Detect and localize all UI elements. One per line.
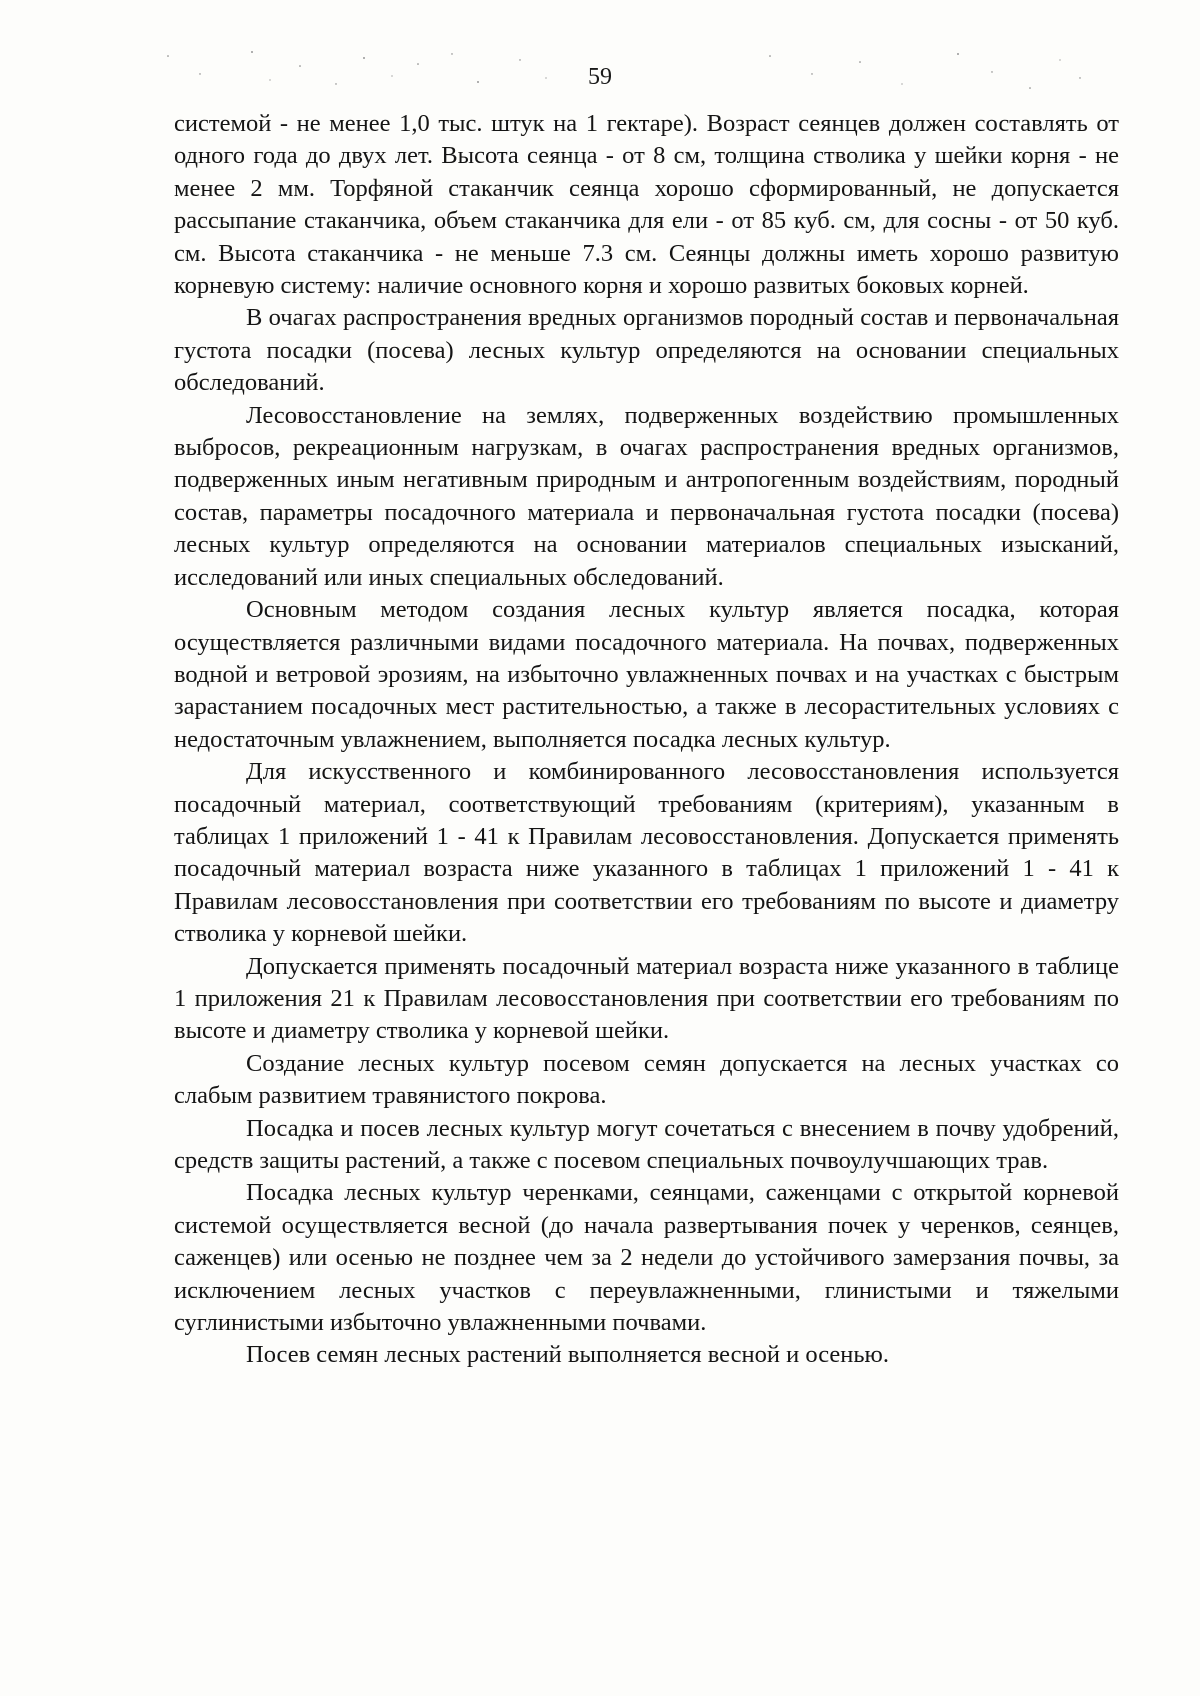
paragraph: Посадка и посев лесных культур могут сочетаться с внесением в почву удобрений, средств защиты растений, а также с посевом специальных почвоулучшающих трав.	[174, 1114, 1119, 1174]
paragraph: Лесовосстановление на землях, подверженных воздействию промышленных выбросов, рекреационным нагрузкам, в очагах распространения вредных организмов, подверженных иным негативным природным и антропогенным воздействиям, породный состав, параметры посадочного материала и первоначальная густота посадки (посева) лесных культур определяются на основании материалов специальных изысканий, исследований или иных специальных обследований.	[174, 401, 1119, 591]
body-text	[174, 108, 1119, 1372]
paragraph: системой - не менее 1,0 тыс. штук на 1 гектаре). Возраст сеянцев должен составлять от одного года до двух лет. Высота сеянца - от 8 см, толщина стволика у шейки корня - не менее 2 мм. Торфяной стаканчик сеянца хорошо сформированный, не допускается рассыпание стаканчика, объем стаканчика для ели - от 85 куб. см, для сосны - от 50 куб. см. Высота стаканчика - не меньше 7.3 см. Сеянцы должны иметь хорошо развитую корневую систему: наличие основного корня и хорошо развитых боковых корней.	[174, 110, 1119, 300]
paragraph: Для искусственного и комбинированного лесовосстановления используется посадочный материал, соответствующий требованиям (критериям), указанным в таблицах 1 приложений 1 - 41 к Правилам лесовосстановления. Допускается применять посадочный материал возраста ниже указанного в таблицах 1 приложений 1 - 41 к Правилам лесовосстановления при соответствии его требованиям по высоте и диаметру стволика у корневой шейки.	[174, 758, 1119, 948]
page-number: 59	[588, 64, 612, 90]
paragraph: Допускается применять посадочный материал возраста ниже указанного в таблице 1 приложения 21 к Правилам лесовосстановления при соответствии его требованиям по высоте и диаметру стволика у корневой шейки.	[174, 952, 1119, 1045]
paragraph: Основным методом создания лесных культур является посадка, которая осуществляется различными видами посадочного материала. На почвах, подверженных водной и ветровой эрозиям, на избыточно увлажненных почвах и на участках с быстрым зарастанием посадочных мест растительностью, а также в лесорастительных условиях с недостаточным увлажнением, выполняется посадка лесных культур.	[174, 596, 1119, 753]
paragraph: Посадка лесных культур черенками, сеянцами, саженцами с открытой корневой системой осуществляется весной (до начала развертывания почек у черенков, сеянцев, саженцев) или осенью не позднее чем за 2 недели до устойчивого замерзания почвы, за исключением лесных участков с переувлажненными, глинистыми и тяжелыми суглинистыми избыточно увлажненными почвами.	[174, 1179, 1119, 1337]
paragraph: Создание лесных культур посевом семян допускается на лесных участках со слабым развитием травянистого покрова.	[174, 1049, 1119, 1110]
paragraph: Посев семян лесных растений выполняется весной и осенью.	[246, 1341, 889, 1369]
paragraph: В очагах распространения вредных организмов породный состав и первоначальная густота посадки (посева) лесных культур определяются на основании специальных обследований.	[174, 304, 1119, 397]
